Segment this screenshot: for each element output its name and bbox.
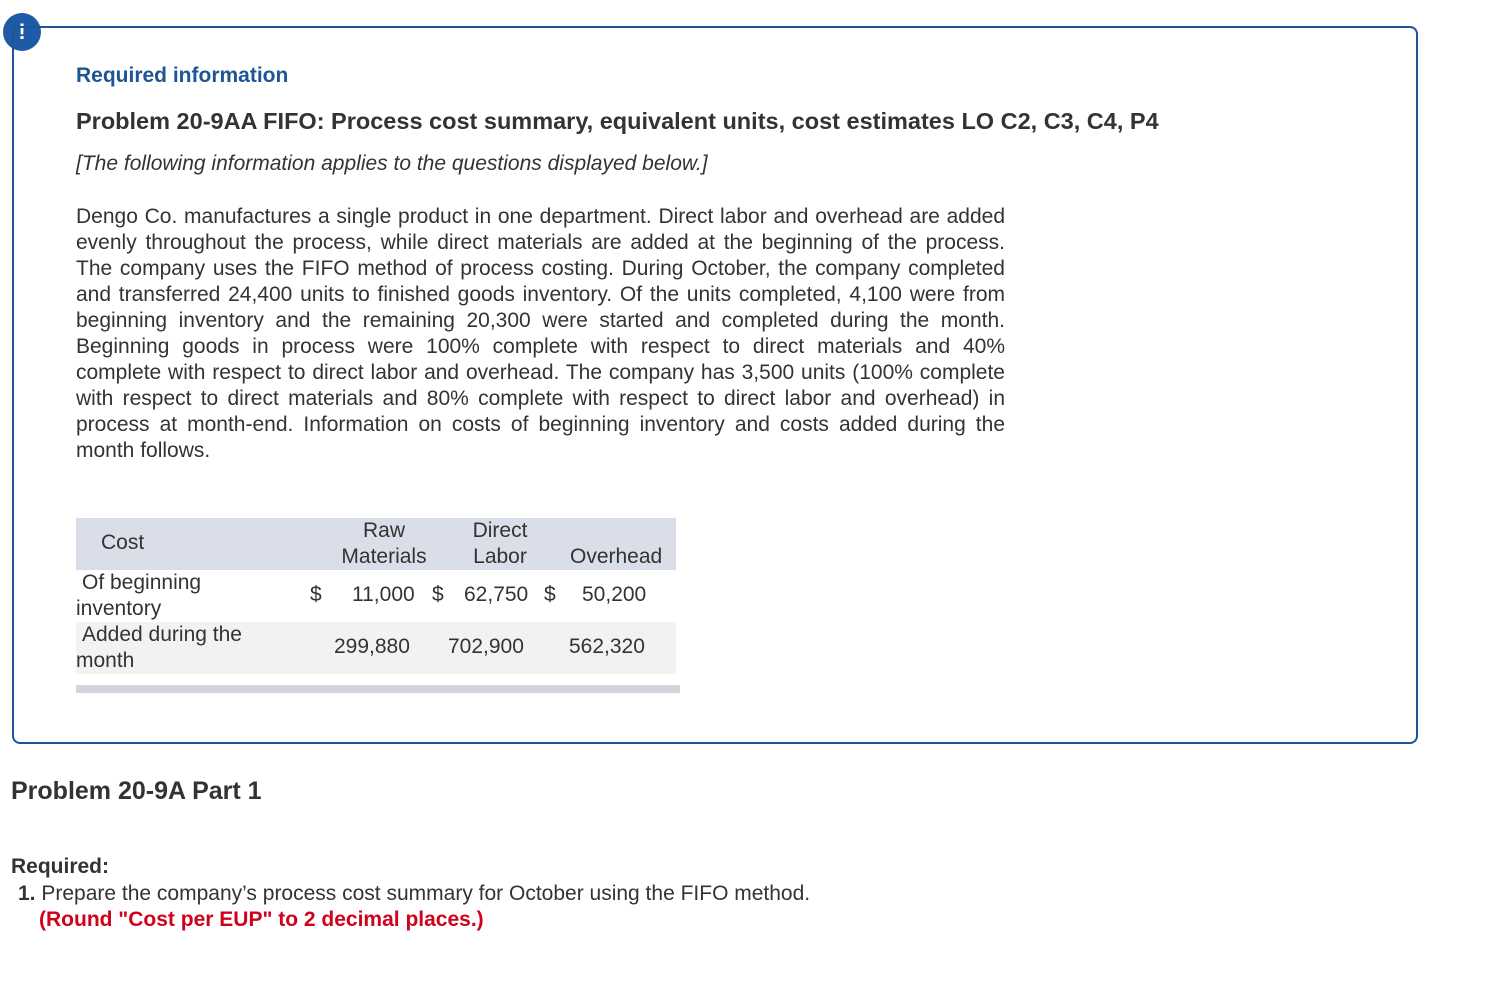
part-title: Problem 20-9A Part 1 — [11, 777, 262, 805]
problem-title: Problem 20-9AA FIFO: Process cost summary, equivalent units, cost estimates LO C2, C3, C4, P4 — [76, 108, 1159, 134]
header-direct-labor: Direct Labor — [472, 519, 528, 568]
row-label: Of beginning inventory — [76, 571, 202, 620]
header-cost: Cost — [101, 531, 145, 554]
raw-materials-value: 299,880 — [334, 635, 410, 658]
table-row — [76, 570, 676, 622]
overhead-value: 562,320 — [569, 635, 645, 658]
direct-labor-value: 62,750 — [464, 583, 529, 606]
cost-table-header — [76, 518, 676, 570]
dollar-sign: $ — [432, 583, 444, 606]
table-footer-bar — [76, 685, 680, 693]
intro-note: [The following information applies to the questions displayed below.] — [76, 152, 708, 175]
requirement-number: 1. — [18, 882, 36, 905]
requirement-item — [18, 882, 810, 906]
required-information-heading: Required information — [76, 64, 289, 87]
overhead-value: 50,200 — [582, 583, 647, 606]
dollar-sign: $ — [310, 583, 322, 606]
dollar-sign: $ — [544, 583, 556, 606]
problem-description: Dengo Co. manufactures a single product in one department. Direct labor and overhead are added evenly throughout the process, while direct materials are added at the beginning of the process. The company uses the FIFO method of process costing. During October, the company completed and transferred 24,400 units to finished goods inventory. Of the units completed, 4,100 were from beginning inventory and the remaining 20,300 were started and completed during the month. Beginning goods in process were 100% complete with respect to direct materials and 40% complete with respect to direct labor and overhead. The company has 3,500 units (100% complete with respect to direct materials and 80% complete with respect to direct labor and overhead) in process at month-end. Information on costs of beginning inventory and costs added during the month follows. — [76, 205, 1005, 462]
rounding-note: (Round "Cost per EUP" to 2 decimal places.) — [39, 908, 484, 931]
header-raw-materials: Raw Materials — [341, 519, 427, 568]
raw-materials-value: 11,000 — [352, 583, 415, 606]
alert-icon: ! — [3, 13, 41, 51]
direct-labor-value: 702,900 — [448, 635, 524, 658]
requirement-text: Prepare the company’s process cost summary for October using the FIFO method. — [41, 882, 811, 905]
table-row — [76, 622, 676, 674]
header-overhead: Overhead — [570, 545, 663, 568]
required-label: Required: — [11, 855, 110, 878]
row-label: Added during the month — [76, 623, 242, 672]
